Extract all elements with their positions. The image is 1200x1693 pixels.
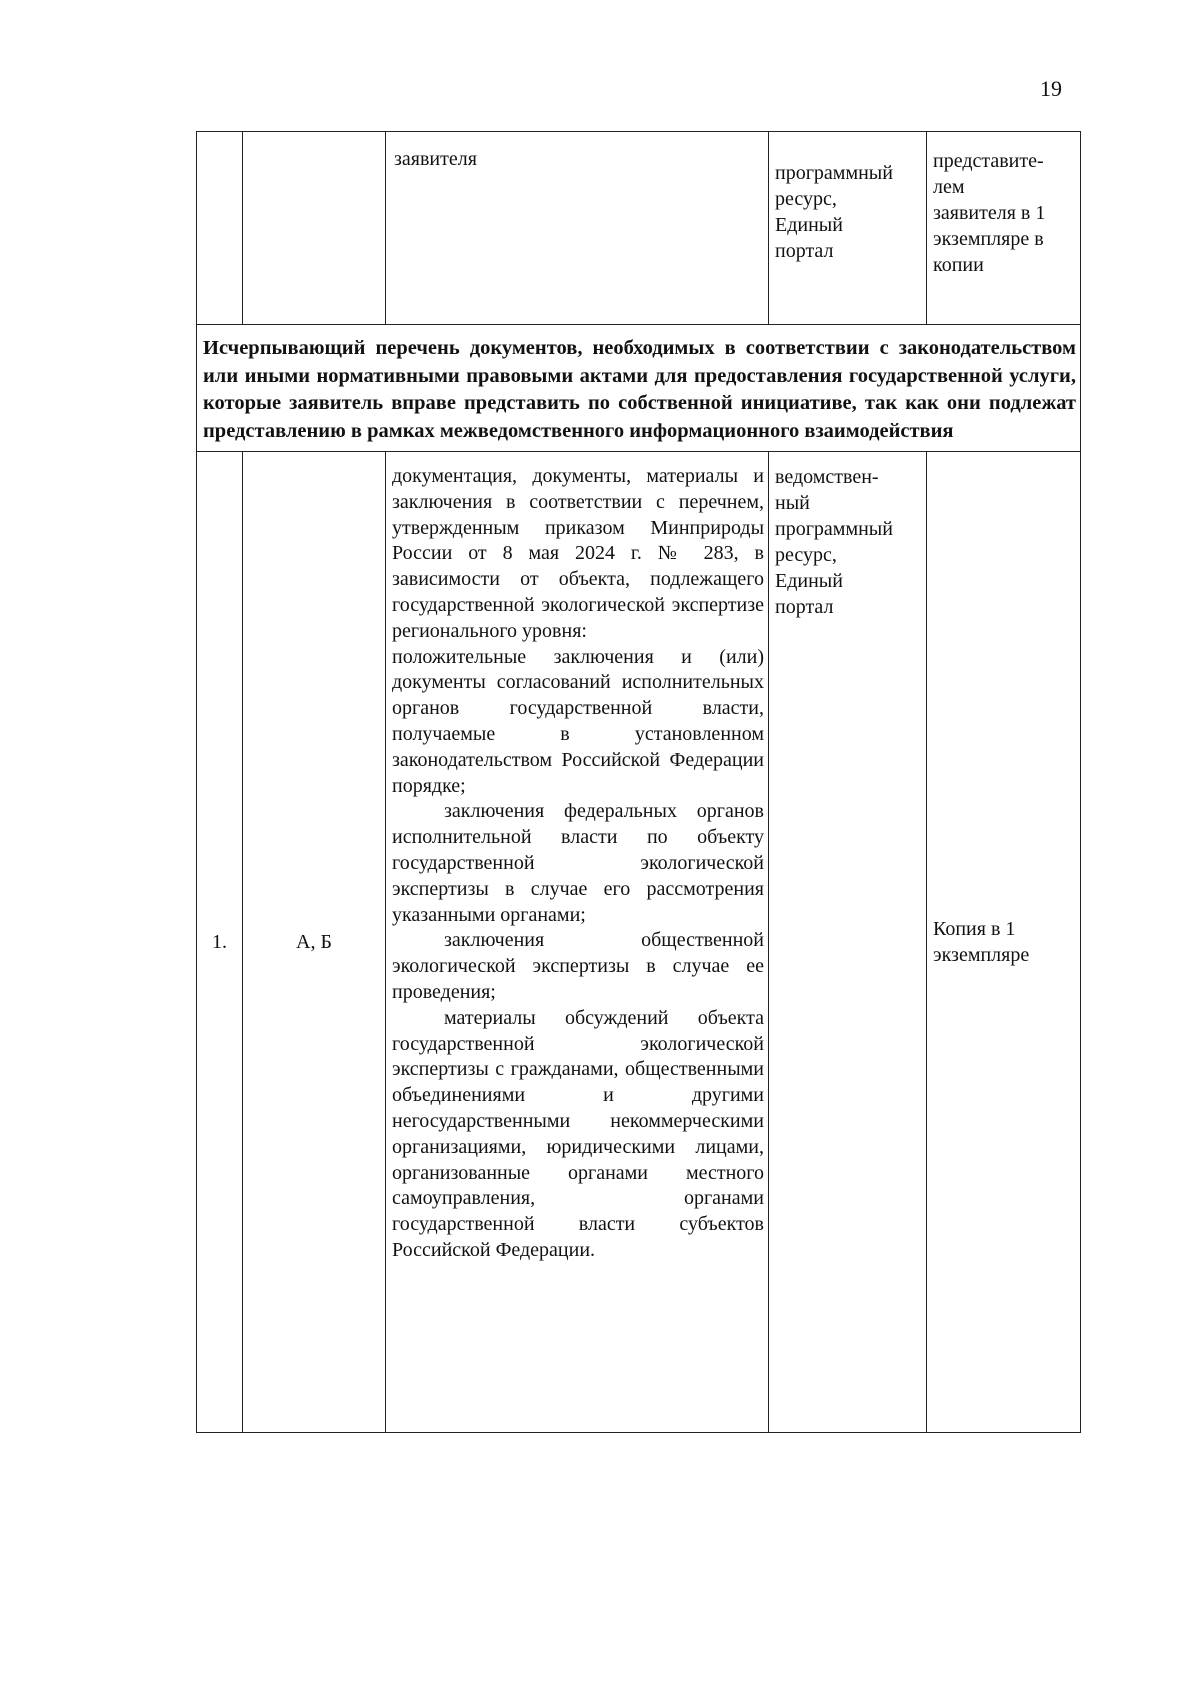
- form-line: копии: [933, 254, 984, 276]
- document-paragraph: документация, документы, материалы и заключения в соответствии с перечнем, утвержденным приказом Минприроды России от 8 мая 2024 г. № 283, в зависимости от объекта, подлежащего государственной экологической экспертизе регионального уровня:: [392, 465, 764, 642]
- table-row-section-heading: [197, 325, 1081, 452]
- resource-line: программный: [775, 518, 893, 540]
- form-line: заявителя в 1: [933, 202, 1046, 224]
- page-number: 19: [1040, 76, 1062, 101]
- document-paragraph: заключения общественной экологической экспертизы в случае ее проведения;: [392, 929, 764, 1003]
- cell-resource: [769, 452, 927, 1433]
- cell-submission-form: [927, 132, 1081, 325]
- cell-document-list: [386, 452, 769, 1433]
- form-line: экземпляре: [933, 944, 1030, 966]
- resource-line: портал: [775, 240, 834, 262]
- documents-table: [196, 131, 1081, 1433]
- resource-line: ведомствен-: [775, 466, 879, 488]
- resource-line: портал: [775, 596, 834, 618]
- cell-category-empty: [243, 132, 386, 325]
- section-heading: Исчерпывающий перечень документов, необходимых в соответствии с законодательством или иными нормативными правовыми актами для предоставления государственной услуги, которые заявитель вправе представить по собственной инициативе, так как они подлежат представлению в рамках межведомственного информационного взаимодействия: [197, 325, 1081, 452]
- form-line: представите-: [933, 150, 1044, 172]
- resource-line: ный: [775, 492, 810, 514]
- cell-resource: [769, 132, 927, 325]
- resource-line: ресурс,: [775, 544, 837, 566]
- form-line: экземпляре в: [933, 228, 1044, 250]
- cell-item-number: 1.: [197, 452, 243, 1433]
- resource-line: ресурс,: [775, 188, 837, 210]
- cell-submission-form: [927, 452, 1081, 1433]
- document-paragraph: заключения федеральных органов исполнительной власти по объекту государственной экологической экспертизы в случае его рассмотрения указанными органами;: [392, 800, 764, 926]
- resource-line: Единый: [775, 214, 843, 236]
- resource-line: Единый: [775, 570, 843, 592]
- cell-applicant-category: А, Б: [243, 452, 386, 1433]
- cell-document-description: заявителя: [386, 132, 769, 325]
- form-line: лем: [933, 176, 965, 198]
- document-paragraph: материалы обсуждений объекта государственной экологической экспертизы с гражданами, общественными объединениями и другими негосударственными некоммерческими организациями, юридическими лицами, организованные органами местного самоуправления, органами государственной власти субъектов Российской Федерации.: [392, 1006, 764, 1261]
- cell-number-empty: [197, 132, 243, 325]
- table-row-continuation: [197, 132, 1081, 325]
- table-row-item-1: [197, 452, 1081, 1433]
- form-line: Копия в 1: [933, 918, 1016, 940]
- document-paragraph: положительные заключения и (или) документы согласований исполнительных органов государственной власти, получаемые в установленном законодательством Российской Федерации порядке;: [392, 645, 764, 797]
- resource-line: программный: [775, 162, 893, 184]
